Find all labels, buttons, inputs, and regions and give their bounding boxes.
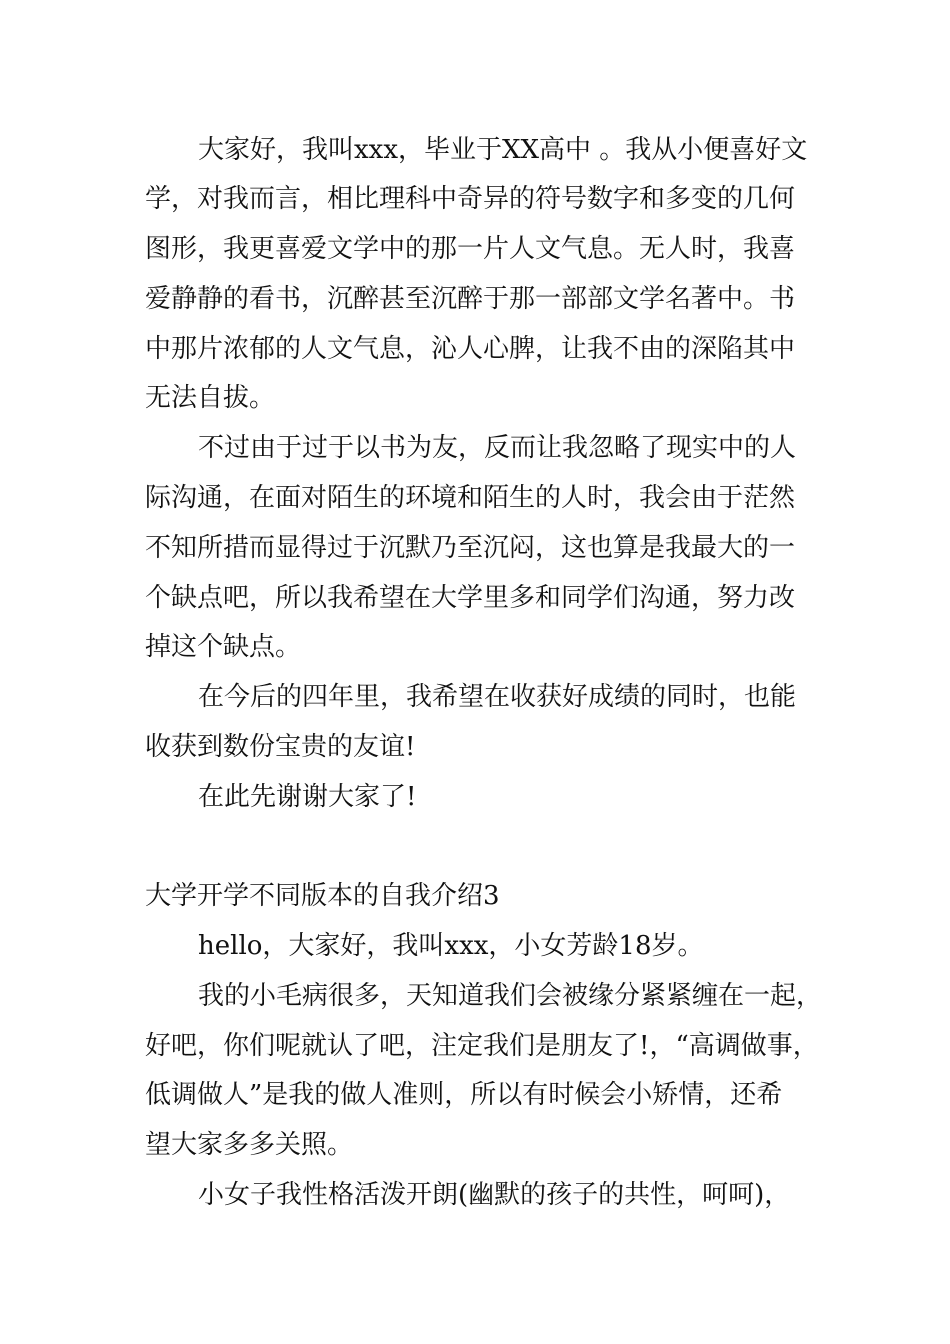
text-line: 图形，我更喜爱文学中的那一片人文气息。无人时，我喜 xyxy=(145,234,796,264)
text-line: 望大家多多关照。 xyxy=(145,1130,354,1160)
text-line: 个缺点吧，所以我希望在大学里多和同学们沟通，努力改 xyxy=(145,583,796,613)
text-line: 不过由于过于以书为友，反而让我忽略了现实中的人 xyxy=(198,433,797,463)
text-line: 中那片浓郁的人文气息，沁人心脾，让我不由的深陷其中 xyxy=(145,334,796,364)
text-line: 爱静静的看书，沉醉甚至沉醉于那一部部文学名著中。书 xyxy=(145,284,796,314)
text-line: 好吧，你们呢就认了吧，注定我们是朋友了!，“高调做事， xyxy=(145,1031,819,1061)
text-line: 在此先谢谢大家了! xyxy=(198,782,417,812)
text-line: 学，对我而言，相比理科中奇异的符号数字和多变的几何 xyxy=(145,184,796,214)
text-line: 无法自拔。 xyxy=(145,383,276,413)
text-line: 在今后的四年里，我希望在收获好成绩的同时，也能 xyxy=(198,682,797,712)
text-line: 小女子我性格活泼开朗(幽默的孩子的共性，呵呵)， xyxy=(198,1180,791,1210)
text-line: 收获到数份宝贵的友谊! xyxy=(145,732,416,762)
text-line: 低调做人”是我的做人准则，所以有时候会小矫情，还希 xyxy=(145,1080,783,1110)
section-heading: 大学开学不同版本的自我介绍3 xyxy=(145,881,500,911)
text-line: 掉这个缺点。 xyxy=(145,632,302,662)
text-line: 我的小毛病很多，天知道我们会被缘分紧紧缠在一起， xyxy=(198,981,823,1011)
text-line: 大家好，我叫xxx，毕业于XX高中 。我从小便喜好文 xyxy=(198,135,808,165)
text-line: hello，大家好，我叫xxx，小女芳龄18岁。 xyxy=(198,931,704,961)
text-line: 不知所措而显得过于沉默乃至沉闷，这也算是我最大的一 xyxy=(145,533,796,563)
text-line: 际沟通，在面对陌生的环境和陌生的人时，我会由于茫然 xyxy=(145,483,796,513)
